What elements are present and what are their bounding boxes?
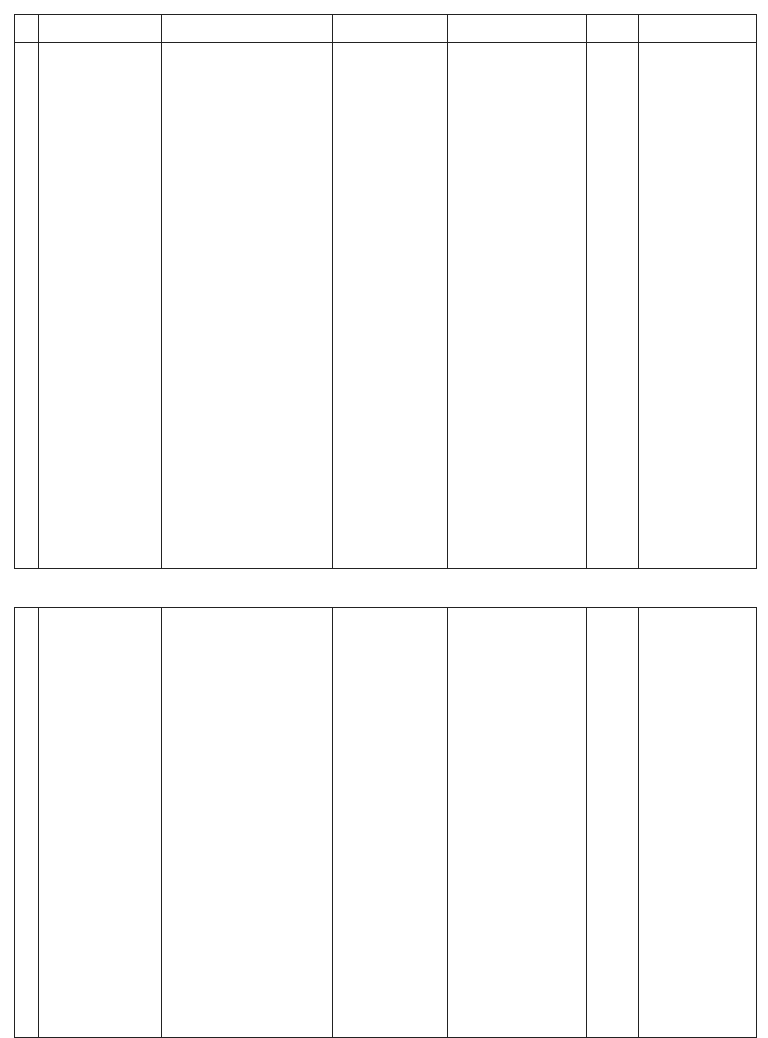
riwayat-line <box>336 212 444 226</box>
riwayat-line <box>336 282 444 296</box>
riwayat-line <box>336 310 444 324</box>
kategori-date <box>42 72 158 86</box>
riwayat-line <box>336 492 444 506</box>
riwayat-line <box>336 520 444 534</box>
kategori-line <box>42 58 158 72</box>
cell-riwayat-penyakit <box>333 608 448 1038</box>
riwayat-line <box>336 72 444 86</box>
riwayat-line <box>336 324 444 338</box>
riwayat-line <box>336 296 444 310</box>
cell-tatalaksana <box>639 43 757 569</box>
riwayat-line <box>336 240 444 254</box>
riwayat-line <box>336 254 444 268</box>
table-row-continued <box>15 608 757 1038</box>
riwayat-line <box>336 100 444 114</box>
riwayat-line <box>336 86 444 100</box>
spacer <box>642 58 753 72</box>
pro-rawat-inap <box>642 44 753 58</box>
table-row <box>15 43 757 569</box>
page-break <box>0 570 768 607</box>
header-diagnosis <box>448 15 587 43</box>
cell-no <box>15 608 39 1038</box>
header-kategori <box>39 15 162 43</box>
kategori-line <box>42 44 158 58</box>
riwayat-line <box>336 268 444 282</box>
riwayat-line <box>336 478 444 492</box>
header-tindakan-medis <box>587 15 639 43</box>
riwayat-line <box>336 338 444 352</box>
riwayat-line <box>336 506 444 520</box>
cell-kategori <box>39 608 162 1038</box>
header-data-pasien <box>162 15 333 43</box>
riwayat-line <box>336 534 444 548</box>
riwayat-line <box>336 170 444 184</box>
kie-title <box>642 100 753 114</box>
cell-kategori <box>39 43 162 569</box>
riwayat-line <box>336 44 444 58</box>
header-no <box>15 15 39 43</box>
table-header-row <box>15 15 757 43</box>
riwayat-line <box>336 422 444 436</box>
cell-data-pasien <box>162 608 333 1038</box>
spacer <box>642 86 753 100</box>
medical-record-table-page-2 <box>14 607 757 1038</box>
riwayat-line <box>336 198 444 212</box>
riwayat-line <box>336 128 444 142</box>
cell-tindakan-medis <box>587 608 639 1038</box>
header-riwayat-penyakit <box>333 15 448 43</box>
diagnosis-line <box>451 58 583 72</box>
cell-no <box>15 43 39 569</box>
cell-tatalaksana <box>639 608 757 1038</box>
riwayat-line <box>336 142 444 156</box>
riwayat-line <box>336 408 444 422</box>
riwayat-line <box>336 226 444 240</box>
cell-tindakan-medis <box>587 43 639 569</box>
medical-record-table-page-1 <box>14 14 757 569</box>
cell-data-pasien <box>162 43 333 569</box>
cell-diagnosis <box>448 43 587 569</box>
terapi-title <box>642 72 753 86</box>
riwayat-line <box>336 114 444 128</box>
riwayat-line <box>336 464 444 478</box>
header-tatalaksana <box>639 15 757 43</box>
cell-diagnosis <box>448 608 587 1038</box>
riwayat-line <box>336 380 444 394</box>
riwayat-line <box>336 352 444 366</box>
riwayat-line <box>336 436 444 450</box>
riwayat-line <box>336 366 444 380</box>
riwayat-line <box>336 184 444 198</box>
riwayat-line <box>336 450 444 464</box>
riwayat-line <box>336 156 444 170</box>
riwayat-line <box>336 394 444 408</box>
cell-riwayat-penyakit <box>333 43 448 569</box>
riwayat-line <box>336 58 444 72</box>
diagnosis-line <box>451 44 583 58</box>
